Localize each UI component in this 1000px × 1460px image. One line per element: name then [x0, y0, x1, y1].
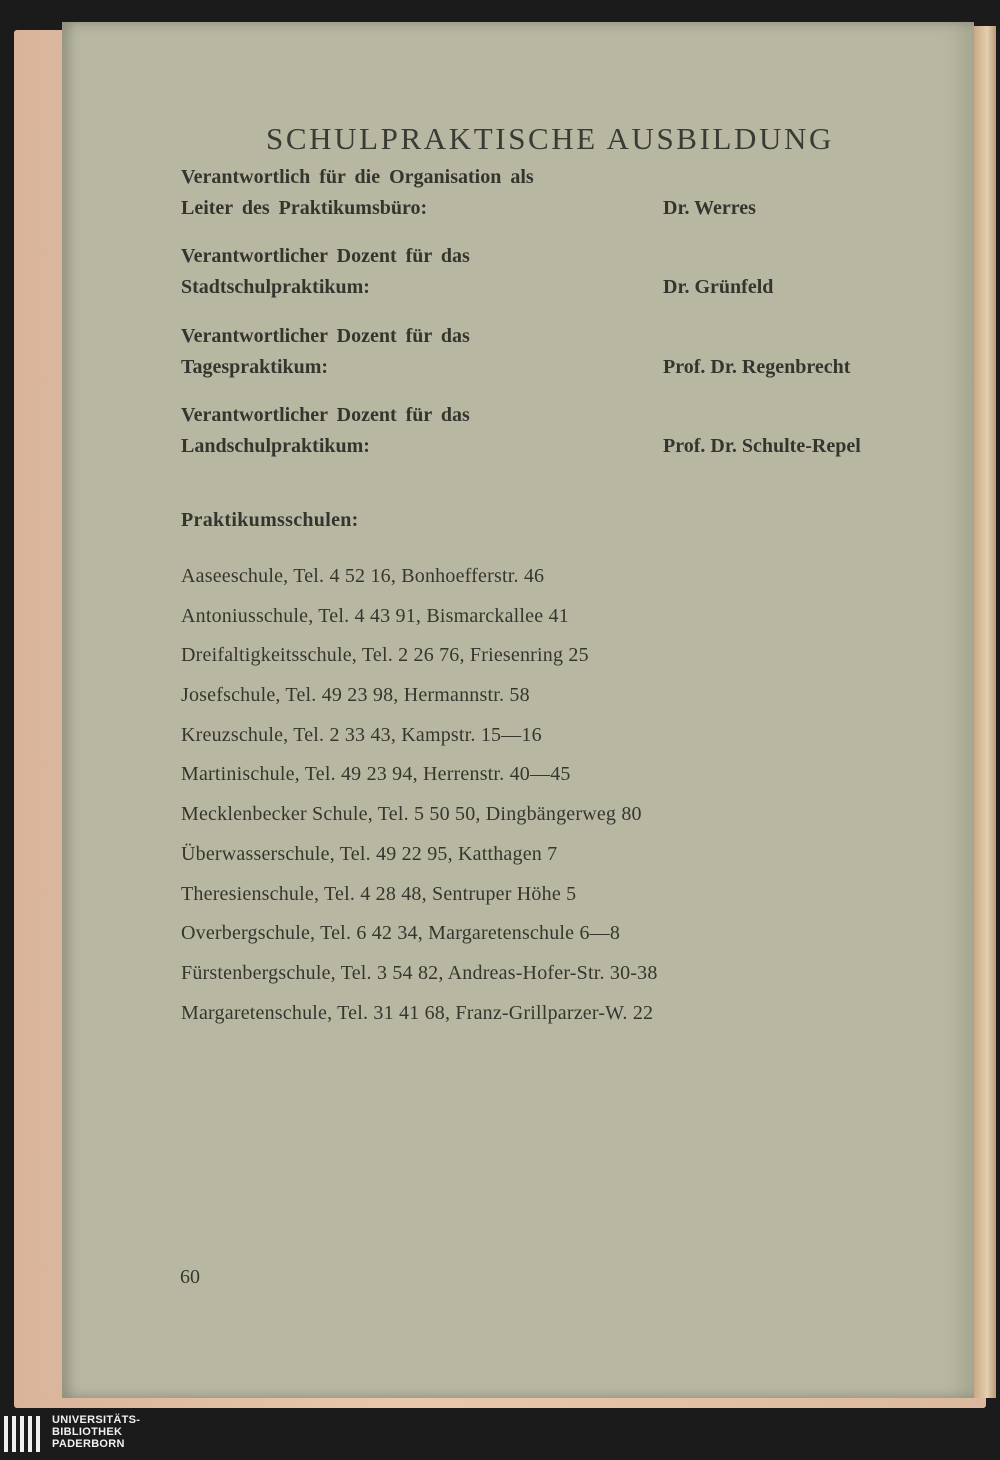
school-item: Overbergschule, Tel. 6 42 34, Margaretenschule 6—8 [181, 922, 621, 945]
library-logo-icon [4, 1414, 44, 1454]
responsibility-role: Landschulpraktikum: [181, 435, 370, 457]
library-name-line: BIBLIOTHEK [52, 1426, 123, 1438]
school-item: Margaretenschule, Tel. 31 41 68, Franz-Grillparzer-W. 22 [181, 1001, 654, 1024]
responsibility-role: Tagespraktikum: [181, 356, 329, 378]
responsibility-role: Stadtschulpraktikum: [181, 276, 370, 298]
page-right-edge [974, 26, 996, 1398]
school-item: Theresienschule, Tel. 4 28 48, Sentruper Höhe 5 [181, 882, 577, 905]
responsibility-line: Verantwortlicher Dozent für das [181, 325, 470, 347]
person-organisation: Dr. Werres [663, 197, 756, 219]
responsibility-role: Leiter des Praktikumsbüro: [181, 197, 428, 219]
page-number: 60 [180, 1266, 200, 1288]
responsibility-stadtschulpraktikum [181, 241, 470, 303]
school-item: Martinischule, Tel. 49 23 94, Herrenstr. 40—45 [181, 763, 571, 786]
library-name-line: PADERBORN [52, 1438, 125, 1450]
school-item: Fürstenbergschule, Tel. 3 54 82, Andreas-Hofer-Str. 30-38 [181, 961, 658, 984]
school-item: Aaseeschule, Tel. 4 52 16, Bonhoefferstr. 46 [181, 565, 545, 587]
library-name-line: UNIVERSITÄTS- [52, 1414, 141, 1426]
responsibility-organisation [181, 162, 534, 224]
responsibility-line: Verantwortlicher Dozent für das [181, 245, 470, 267]
library-name [52, 1414, 140, 1450]
responsibility-tagespraktikum [181, 321, 470, 383]
school-item: Kreuzschule, Tel. 2 33 43, Kampstr. 15—16 [181, 723, 542, 746]
person-stadtschulpraktikum: Dr. Grünfeld [663, 276, 774, 298]
responsibility-line: Verantwortlicher Dozent für das [181, 404, 470, 426]
responsibility-landschulpraktikum [181, 400, 470, 462]
school-item: Antoniusschule, Tel. 4 43 91, Bismarckallee 41 [181, 604, 569, 627]
library-footer [0, 1408, 1000, 1460]
schools-list [181, 560, 658, 1036]
person-tagespraktikum: Prof. Dr. Regenbrecht [663, 356, 851, 378]
school-item: Josefschule, Tel. 49 23 98, Hermannstr. 58 [181, 684, 530, 707]
page-title: SCHULPRAKTISCHE AUSBILDUNG [266, 120, 834, 156]
person-landschulpraktikum: Prof. Dr. Schulte-Repel [663, 435, 861, 457]
school-item: Überwasserschule, Tel. 49 22 95, Katthagen 7 [181, 842, 558, 865]
responsibility-line: Verantwortlich für die Organisation als [181, 166, 534, 188]
schools-heading: Praktikumsschulen: [181, 509, 359, 531]
school-item: Dreifaltigkeitsschule, Tel. 2 26 76, Friesenring 25 [181, 644, 589, 667]
school-item: Mecklenbecker Schule, Tel. 5 50 50, Dingbängerweg 80 [181, 803, 642, 826]
